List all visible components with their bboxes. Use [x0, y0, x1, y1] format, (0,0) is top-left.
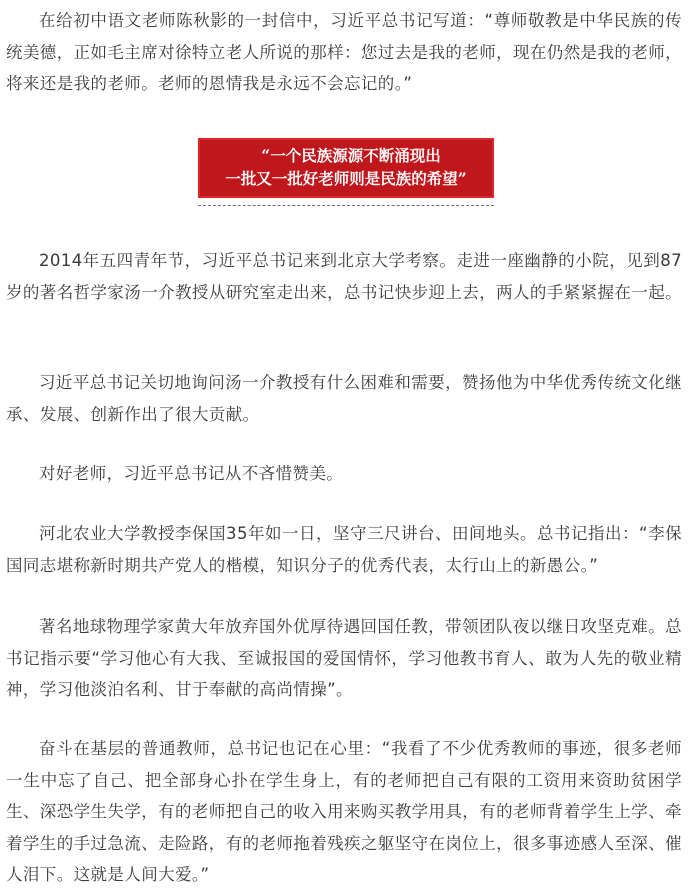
paragraph-letter: 在给初中语文老师陈秋影的一封信中，习近平总书记写道：“尊师敬教是中华民族的传统美德，正如毛主席对徐特立老人所说的那样：您过去是我的老师，现在仍然是我的老师，将来还是我的老师。老师的恩情我是永远不会忘记的。” [6, 11, 682, 93]
banner-line-2: 一批又一批好老师则是民族的希望” [225, 169, 467, 188]
paragraph-huang-danian: 著名地球物理学家黄大年放弃国外优厚待遇回国任教，带领团队夜以继日攻坚克难。总书记指示要“学习他心有大我、至诚报国的爱国情怀，学习他教书育人、敢为人先的敬业精神，学习他淡泊名利、甘于奉献的高尚情操”。 [6, 617, 682, 699]
banner-divider [198, 205, 494, 206]
paragraph-tang-yijie: 习近平总书记关切地询问汤一介教授有什么困难和需要，赞扬他为中华优秀传统文化继承、发展、创新作出了很大贡献。 [6, 373, 682, 424]
paragraph-praise: 对好老师，习近平总书记从不吝惜赞美。 [39, 464, 344, 483]
paragraph-li-baoguo: 河北农业大学教授李保国35年如一日，坚守三尺讲台、田间地头。总书记指出：“李保国同志堪称新时期共产党人的楷模，知识分子的优秀代表，太行山上的新愚公。” [6, 524, 682, 575]
banner-line-1: “一个民族源源不断涌现出 [261, 146, 441, 165]
paragraph-peking-university: 2014年五四青年节，习近平总书记来到北京大学考察。走进一座幽静的小院，见到87岁的著名哲学家汤一介教授从研究室走出来，总书记快步迎上去，两人的手紧紧握在一起。 [6, 251, 682, 302]
section-banner [198, 138, 494, 198]
paragraph-grassroots-teachers: 奋斗在基层的普通教师，总书记也记在心里：“我看了不少优秀教师的事迹，很多老师一生中忘了自己、把全部身心扑在学生身上，有的老师把自己有限的工资用来资助贫困学生、深恐学生失学，有的老师把自己的收入用来购买教学用具，有的老师背着学生上学、牵着学生的手过急流、走险路，有的老师拖着残疾之躯坚守在岗位上，很多事迹感人至深、催人泪下。这就是人间大爱。” [6, 739, 682, 884]
